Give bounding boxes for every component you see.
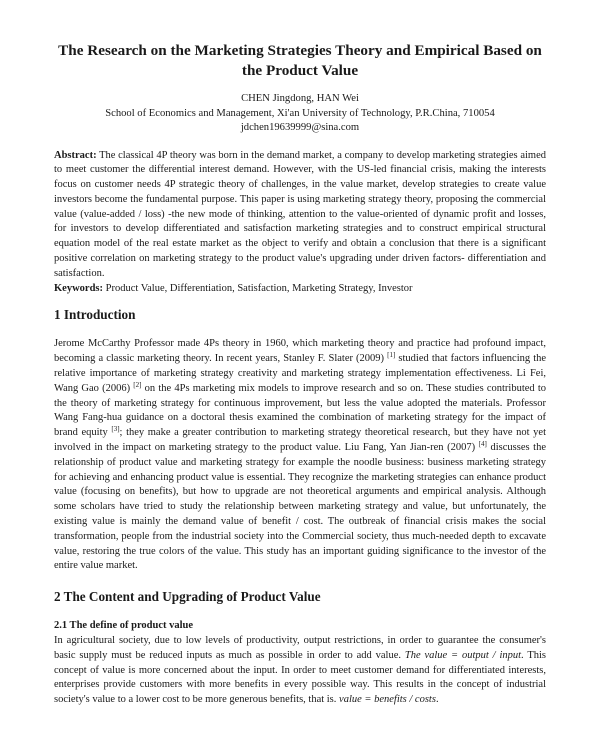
author-names: CHEN Jingdong, HAN Wei — [241, 93, 359, 104]
abstract — [54, 149, 546, 282]
subsection-heading: 2.1 The define of product value — [54, 620, 194, 632]
affiliation: School of Economics and Management, Xi'an University of Technology, P.R.China, 710054 — [105, 107, 495, 119]
intro-text-2: studied that factors influencing the relative importance of marketing strategy creativity and marketing strategy implementation effectiveness. Li Fei, Wang Gao (2006) — [54, 353, 547, 394]
section2-paragraph — [54, 634, 546, 708]
formula-1: The value = output / input — [404, 649, 522, 661]
section-heading-introduction: 1 Introduction — [54, 307, 136, 323]
citation-3: [3] — [111, 425, 120, 434]
email: jdchen19639999@sina.com — [240, 122, 360, 133]
section2-text-2: . This concept of value is more concerned about the input. In order to meet customer demand for differentiated interests, enterprises provide customers with more benefits in every possible way. This results in the concept of industrial society's value to a lower cost to be more generous benefits, that is. — [54, 649, 547, 706]
formula-2: value = benefits / costs — [339, 694, 436, 706]
citation-1: [1] — [387, 351, 396, 360]
keywords-text: Product Value, Differentiation, Satisfaction, Marketing Strategy, Investor — [105, 282, 413, 294]
paper-title: The Research on the Marketing Strategies Theory and Empirical Based on the Product Value — [58, 42, 542, 79]
intro-text-4: ; they make a greater contribution to marketing strategy theoretical research, but they have not yet involved in the impact on marketing strategy to the product value. Liu Fang, Yan Jian-ren (2007) — [54, 427, 546, 454]
section-heading-content: 2 The Content and Upgrading of Product Value — [54, 589, 321, 605]
author-block — [54, 92, 546, 136]
introduction-paragraph — [54, 337, 546, 574]
intro-text-5: discusses the relationship of product value and marketing strategy for example the noodle business: business marketing strategy for achieving and enhancing product value is essential. They recognize the marketing strategies can enhance product value (focusing on benefits), but how to upgrade are not theoretical arguments and empirical analysis. Although some scholars have tried to study the relationship between marketing strategy and value, but unfortunately, the existing value is mainly the demand value of benefit / cost. The outbreak of financial crisis makes the social transformation, people from the industrial society into the Commercial society, thus much-needed depth to excavate value, restoring the true colors of the value. This study has an important guiding significance to the investor of the entire value market. — [54, 442, 547, 572]
citation-4: [4] — [478, 440, 487, 449]
abstract-text: The classical 4P theory was born in the demand market, a company to develop marketing strategies aimed to meet customer the differential interest demand. However, with the US-led financial crisis, making the interests focus on customer needs 4P strategic theory of challenges, in the value market, develop strategies to create value investors become the fundamental purpose. This paper is using marketing strategy theory, proposing the commercial value (value-added / loss) -the new mode of thinking, attention to the value-oriented of dynamic profit and losses, for investors to develop differentiated and satisfaction marketing strategies and to construct empirical structural equation model of the real estate market as the object to verify and obtain a conclusion that there is a significant positive correlation on marketing strategy to the product value's upgrading under driven factors- differentiation and satisfaction. — [54, 149, 546, 279]
intro-text-3: on the 4Ps marketing mix models to improve research and so on. These studies contributed to the theory of marketing strategy for continuous improvement, but less the value adopted the materials. Professor Wang Fang-hua guidance on a doctoral thesis examined the combination of marketing strategy for the impact of brand equity — [54, 382, 547, 439]
section2-text-1: In agricultural society, due to low levels of productivity, output restrictions, in order to guarantee the consumer's basic supply must be reduced inputs as much as possible in order to add value. — [54, 635, 546, 661]
intro-text-1: Jerome McCarthy Professor made 4Ps theory in 1960, which marketing theory and practice had profound impact, becoming a classic marketing theory. In recent years, Stanley F. Slater (2009) — [54, 338, 546, 365]
citation-2: [2] — [133, 380, 142, 389]
keywords — [54, 282, 546, 297]
section2-text-3: . — [435, 694, 439, 706]
abstract-label: Abstract: — [54, 149, 97, 161]
keywords-label: Keywords: — [54, 282, 103, 294]
